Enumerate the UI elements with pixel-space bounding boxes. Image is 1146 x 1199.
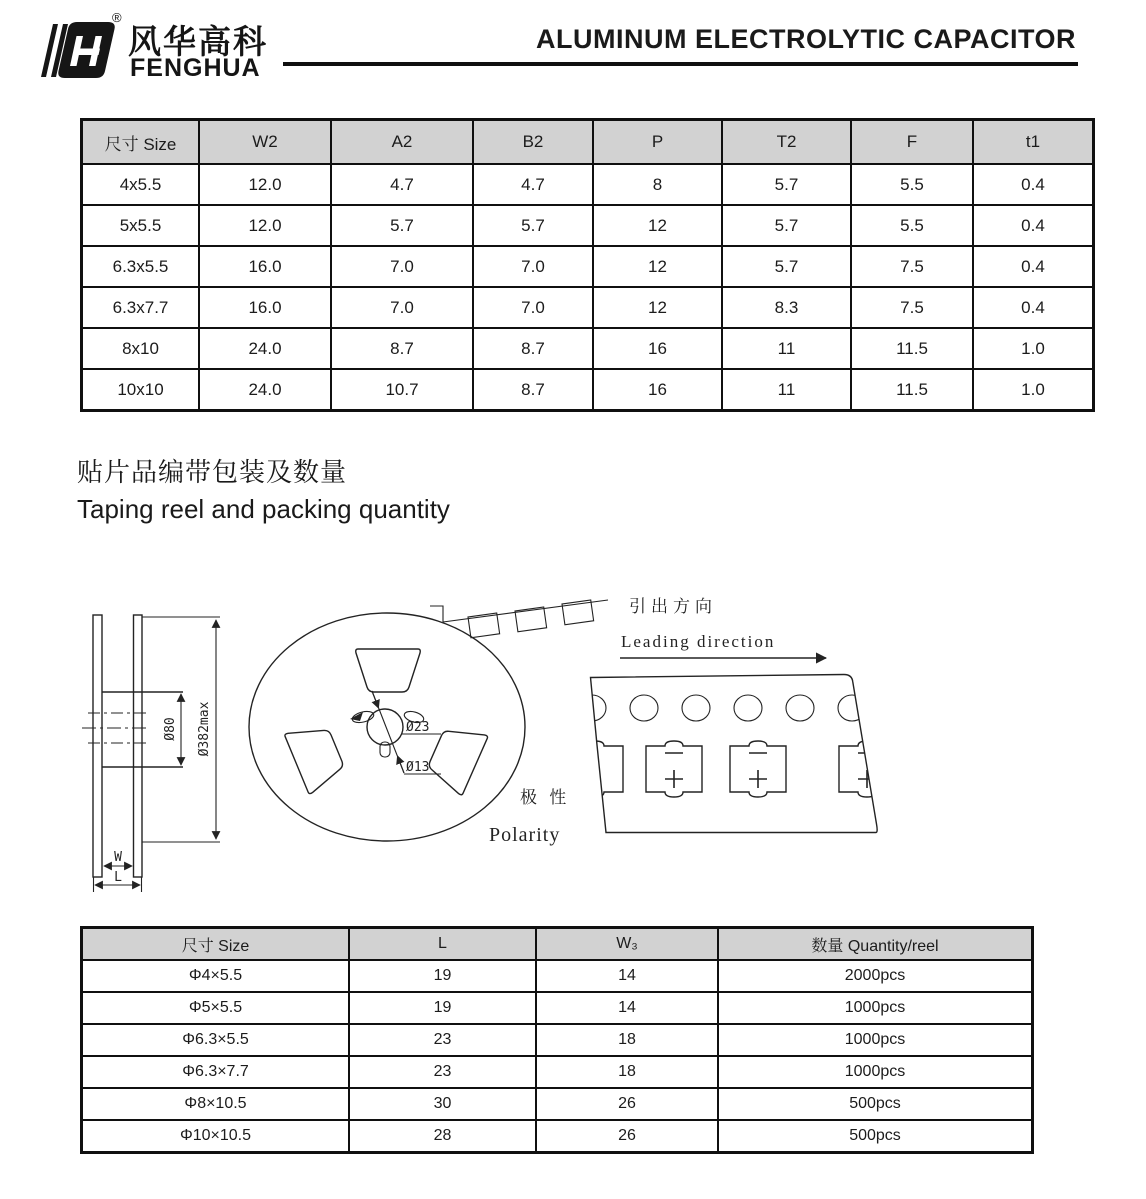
table-cell: 16	[593, 328, 722, 369]
table-cell: 8.3	[722, 287, 851, 328]
polarity-cn: 极 性	[520, 788, 571, 807]
table-row	[82, 992, 1033, 1024]
table-cell: 7.0	[473, 246, 593, 287]
table-cell: 10x10	[82, 369, 200, 411]
column-header: W₃	[536, 928, 718, 961]
table-cell: 500pcs	[718, 1088, 1033, 1120]
table-cell: Φ6.3×5.5	[82, 1024, 350, 1056]
polarity-en: Polarity	[489, 824, 561, 846]
carrier-tape	[567, 675, 895, 833]
table-cell: 23	[349, 1024, 536, 1056]
column-header: 尺寸 Size	[82, 928, 350, 961]
table-cell: 7.0	[473, 287, 593, 328]
table-row	[82, 328, 1094, 369]
table-cell: 30	[349, 1088, 536, 1120]
page-title: ALUMINUM ELECTROLYTIC CAPACITOR	[536, 24, 1076, 54]
table-cell: 18	[536, 1024, 718, 1056]
table-cell: 6.3x7.7	[82, 287, 200, 328]
table-cell: 24.0	[199, 369, 331, 411]
column-header: 数量 Quantity/reel	[718, 928, 1033, 961]
table-cell: 6.3x5.5	[82, 246, 200, 287]
table-cell: 1000pcs	[718, 1056, 1033, 1088]
table-row	[82, 1088, 1033, 1120]
table-header-row	[82, 120, 1094, 165]
table-cell: 8	[593, 164, 722, 205]
table-cell: Φ4×5.5	[82, 960, 350, 992]
table-cell: 11.5	[851, 369, 973, 411]
table-cell: 14	[536, 960, 718, 992]
registered-trademark: ®	[112, 10, 122, 25]
table-row	[82, 1024, 1033, 1056]
table-cell: 12	[593, 246, 722, 287]
leading-direction-en: Leading direction	[621, 632, 776, 651]
table-cell: 10.7	[331, 369, 473, 411]
table-cell: 11.5	[851, 328, 973, 369]
table-cell: 1000pcs	[718, 992, 1033, 1024]
table-row	[82, 246, 1094, 287]
table-cell: 2000pcs	[718, 960, 1033, 992]
column-header: F	[851, 120, 973, 165]
brand-logo	[36, 10, 296, 86]
table-cell: 7.5	[851, 246, 973, 287]
dim-hole-inner: Ø13	[406, 760, 430, 775]
table-cell: Φ8×10.5	[82, 1088, 350, 1120]
section-heading-cn: 贴片品编带包装及数量	[77, 457, 348, 487]
taping-reel-diagram	[0, 580, 940, 910]
table-cell: 5.7	[722, 205, 851, 246]
table-cell: 26	[536, 1120, 718, 1153]
table-cell: 24.0	[199, 328, 331, 369]
table-cell: Φ10×10.5	[82, 1120, 350, 1153]
table-row	[82, 1120, 1033, 1153]
table-header-row	[82, 928, 1033, 961]
column-header: 尺寸 Size	[82, 120, 200, 165]
table-cell: 14	[536, 992, 718, 1024]
table-cell: 0.4	[973, 287, 1094, 328]
reel-front-view	[249, 613, 525, 841]
dim-hole-outer: Ø23	[406, 720, 430, 735]
reel-side-view	[82, 615, 220, 892]
table-row	[82, 1056, 1033, 1088]
table-cell: 0.4	[973, 164, 1094, 205]
section-heading-en: Taping reel and packing quantity	[77, 494, 450, 524]
table-cell: 19	[349, 960, 536, 992]
table-cell: 12.0	[199, 205, 331, 246]
table-row	[82, 205, 1094, 246]
column-header: B2	[473, 120, 593, 165]
table-row	[82, 287, 1094, 328]
title-underline	[283, 62, 1078, 66]
dim-max-diameter: Ø382max	[197, 701, 212, 757]
column-header: W2	[199, 120, 331, 165]
table-cell: 8.7	[473, 328, 593, 369]
dim-hub-diameter: Ø80	[163, 717, 178, 741]
table-cell: 11	[722, 328, 851, 369]
table-cell: 500pcs	[718, 1120, 1033, 1153]
fenghua-logo-icon	[36, 16, 120, 84]
leading-direction	[620, 597, 826, 658]
table-row	[82, 164, 1094, 205]
table-cell: 8x10	[82, 328, 200, 369]
table-cell: 28	[349, 1120, 536, 1153]
table-cell: 5.5	[851, 205, 973, 246]
table-cell: 4x5.5	[82, 164, 200, 205]
polarity-plus-icon	[665, 770, 876, 788]
table-cell: Φ5×5.5	[82, 992, 350, 1024]
table-cell: 16.0	[199, 287, 331, 328]
leading-direction-cn: 引出方向	[629, 597, 717, 616]
dim-w-label: W	[114, 850, 122, 865]
dim-l-label: L	[114, 870, 122, 885]
table-cell: 11	[722, 369, 851, 411]
table-cell: 4.7	[331, 164, 473, 205]
table-cell: 5.7	[473, 205, 593, 246]
column-header: T2	[722, 120, 851, 165]
table-cell: 7.5	[851, 287, 973, 328]
table-cell: 5.7	[722, 164, 851, 205]
table-cell: 1.0	[973, 328, 1094, 369]
column-header: P	[593, 120, 722, 165]
table-cell: Φ6.3×7.7	[82, 1056, 350, 1088]
sprocket-holes	[578, 695, 866, 721]
table-cell: 7.0	[331, 287, 473, 328]
table-cell: 1.0	[973, 369, 1094, 411]
column-header: L	[349, 928, 536, 961]
table-cell: 16.0	[199, 246, 331, 287]
table-cell: 18	[536, 1056, 718, 1088]
column-header: t1	[973, 120, 1094, 165]
packing-quantity-table	[80, 926, 1034, 1154]
table-cell: 0.4	[973, 205, 1094, 246]
table-cell: 8.7	[473, 369, 593, 411]
table-cell: 12	[593, 287, 722, 328]
table-cell: 5.7	[722, 246, 851, 287]
table-cell: 12.0	[199, 164, 331, 205]
polarity-label	[489, 788, 570, 846]
table-cell: 5.7	[331, 205, 473, 246]
reel-tape-lead	[430, 600, 608, 638]
table-cell: 7.0	[331, 246, 473, 287]
smd-dimensions-table	[80, 118, 1095, 412]
table-cell: 5.5	[851, 164, 973, 205]
table-cell: 0.4	[973, 246, 1094, 287]
table-cell: 1000pcs	[718, 1024, 1033, 1056]
brand-name-en: FENGHUA	[130, 54, 261, 82]
table-row	[82, 369, 1094, 411]
table-row	[82, 960, 1033, 992]
table-cell: 16	[593, 369, 722, 411]
table-cell: 8.7	[331, 328, 473, 369]
table-cell: 12	[593, 205, 722, 246]
table-cell: 5x5.5	[82, 205, 200, 246]
table-cell: 4.7	[473, 164, 593, 205]
brand-name-cn: 风华高科	[128, 23, 268, 60]
table-cell: 19	[349, 992, 536, 1024]
table-cell: 23	[349, 1056, 536, 1088]
column-header: A2	[331, 120, 473, 165]
component-pockets	[567, 741, 895, 797]
table-cell: 26	[536, 1088, 718, 1120]
